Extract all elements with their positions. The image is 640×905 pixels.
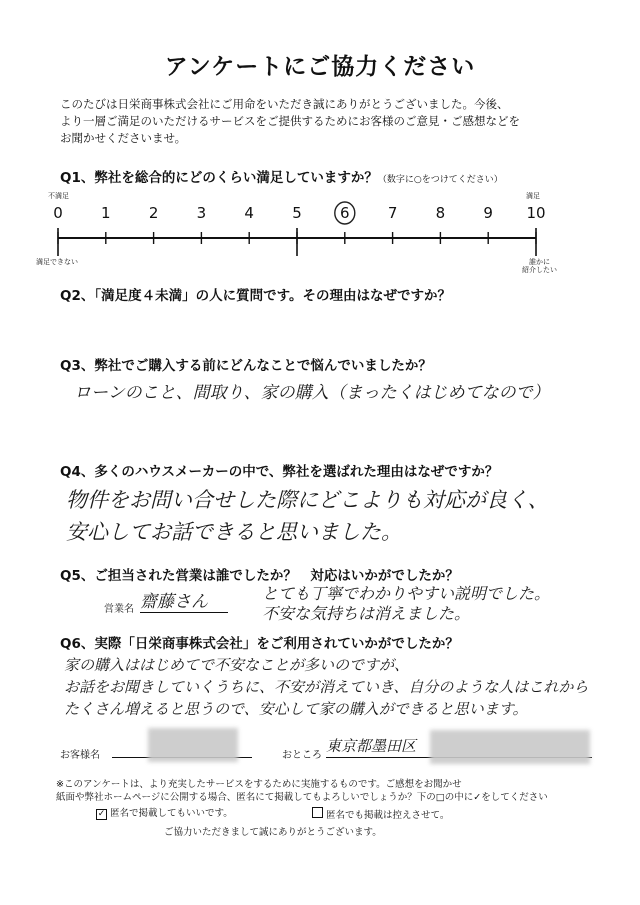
customer-address: 東京都墨田区 — [326, 737, 417, 755]
footer-notice: ※このアンケートは、より充実したサービスをするために実施するものです。ご感想をお聞かせ 紙面や弊社ホームページに公開する場合、匿名にて掲載してもよろしいでしょうか？下の□の中に✓をしてください — [56, 779, 548, 803]
question-1-text: Q1、弊社を総合的にどのくらい満足していますか？ — [60, 170, 378, 186]
scale-number: 9 — [483, 204, 493, 222]
scale-number: 4 — [244, 204, 254, 222]
anonymous-decline-option: 匿名でも掲載は控えさせて。 — [312, 807, 449, 822]
question-5-answer: とても丁寧でわかりやすい説明でした。 不安な気持ちは消えました。 — [262, 584, 551, 623]
scale-right-top-label: 満足 — [526, 192, 540, 200]
customer-name-label: お客様名 — [60, 750, 100, 761]
redacted-address — [430, 730, 590, 764]
scale-number: 0 — [53, 204, 63, 222]
question-1-hint: （数字に○をつけてください） — [377, 175, 503, 185]
anonymous-ok-option: ✓ 匿名で掲載してもいいです。 — [97, 808, 233, 819]
scale-number: 2 — [148, 204, 159, 222]
scale-number: 8 — [435, 204, 446, 222]
thanks-text: ご協力いただきまして誠にありがとうございます。 — [164, 827, 382, 838]
scale-number: 7 — [387, 204, 398, 222]
question-3-answer: ローンのこと、間取り、家の購入（まったくはじめてなので） — [74, 383, 550, 403]
intro-line: このたびは日栄商事株式会社にご用命をいただき誠にありがとうございました。今後、 — [60, 97, 509, 111]
scale-number: 6 — [340, 204, 350, 222]
question-6-text: Q6、実際「日栄商事株式会社」をご利用されていかがでしたか？ — [60, 636, 459, 652]
sales-name: 齋藤さん — [140, 587, 228, 613]
scale-number: 3 — [196, 204, 207, 222]
scale-right-bottom-label: 誰かに 紹介したい — [522, 258, 557, 274]
address-label: おところ — [282, 750, 322, 761]
scale-left-top-label: 不満足 — [48, 192, 69, 200]
sales-name-label: 営業名 — [104, 604, 134, 615]
intro-line: お聞かせくださいませ。 — [60, 131, 187, 145]
checked-box-icon: ✓ — [97, 809, 106, 819]
question-6-answer: 家の購入ははじめてで不安なことが多いのですが、 お話をお聞きしていくうちに、不安が消えていき、自分のような人はこれから たくさん増えると思うので、安心して家の購入ができると思います。 — [64, 656, 589, 718]
question-4-answer: 物件をお問い合せした際にどこよりも対応が良く、 安心してお話できると思いました。 — [66, 488, 549, 544]
question-2-text: Q2、「満足度４未満」の人に質問です。その理由はなぜですか？ — [60, 288, 452, 304]
intro-line: より一層ご満足のいただけるサービスをご提供するためにお客様のご意見・ご感想などを — [60, 114, 520, 128]
scale-left-bottom-label: 満足できない — [36, 258, 78, 266]
redacted-customer-name — [148, 728, 238, 762]
scale-number: 10 — [526, 204, 546, 222]
selected-score-circle — [335, 202, 355, 224]
scale-number: 1 — [101, 204, 111, 222]
scale-number: 5 — [292, 204, 302, 222]
question-3-text: Q3、弊社でご購入する前にどんなことで悩んでいましたか？ — [60, 358, 432, 374]
page-title: アンケートにご協力ください — [164, 54, 476, 80]
question-5-text: Q5、ご担当された営業は誰でしたか？ 対応はいかがでしたか？ — [60, 568, 459, 584]
question-4-text: Q4、多くのハウスメーカーの中で、弊社を選ばれた理由はなぜですか？ — [60, 464, 499, 480]
scale-line — [0, 0, 640, 300]
empty-box-icon — [312, 807, 323, 818]
